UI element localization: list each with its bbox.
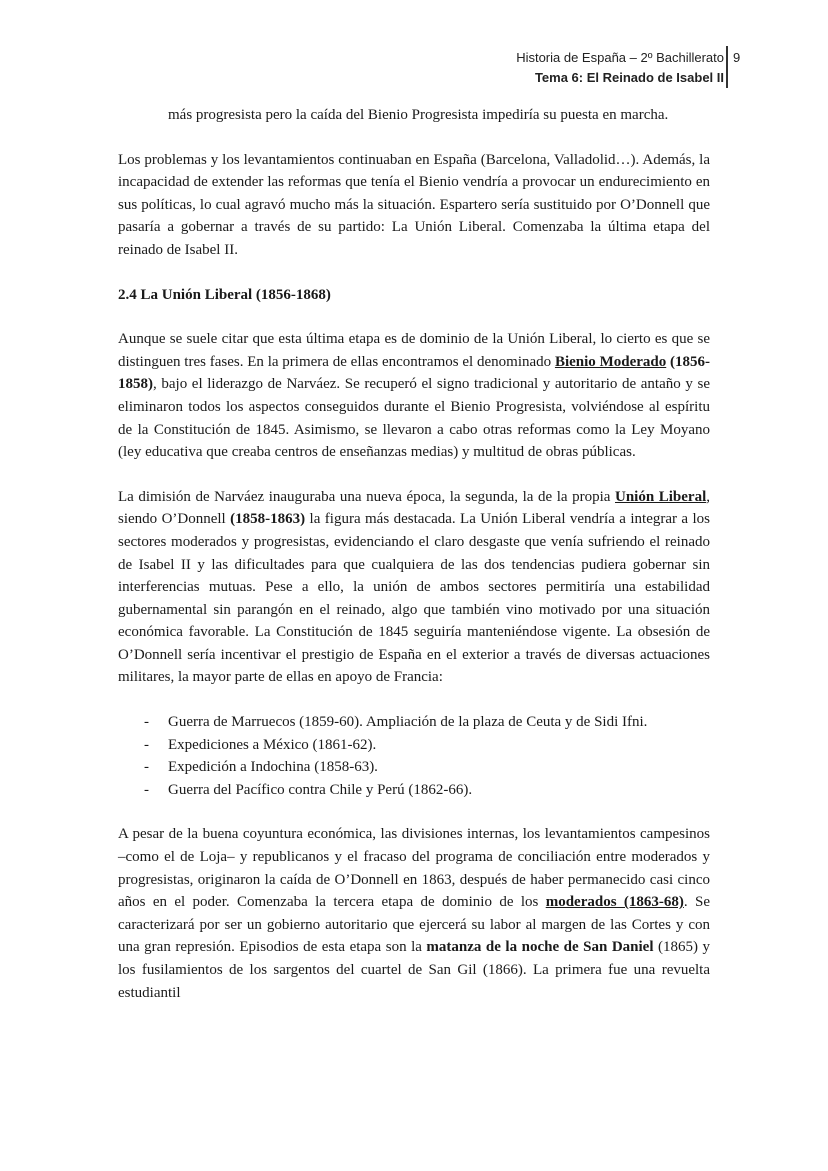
page-body	[118, 104, 710, 1004]
text-run: , siendo O’Donnell	[118, 488, 710, 528]
page-number: 9	[733, 50, 741, 65]
paragraph-moderados	[118, 823, 710, 1004]
text-run: A pesar de la buena coyuntura económica, las divisiones internas, los levantamientos campesinos –como el de Loja– y republicanos y el fracaso del programa de conciliación entre moderados y progresistas, originaron la caída de O’Donnell en 1863, después de haber permanecido casi cinco años en el poder. Comenzaba la tercera etapa de dominio de los	[118, 826, 710, 911]
paragraph-levantamientos: Los problemas y los levantamientos continuaban en España (Barcelona, Valladolid…). Además, la incapacidad de extender las reformas que tenía el Bienio vendría a provocar un endurecimiento en sus políticas, lo cual agravó mucho más la situación. Espartero sería sustituido por O’Donnell que pasaría a gobernar a través de su partido: La Unión Liberal. Comenzaba la última etapa del reinado de Isabel II.	[118, 151, 710, 258]
term-moderados: moderados (1863-68)	[545, 894, 684, 911]
header-subject: Historia de España – 2º Bachillerato	[516, 50, 724, 65]
date-range-bold: (1856-1858)	[118, 353, 711, 393]
text-run: la figura más destacada. La Unión Liberal vendría a integrar a los sectores moderados y progresistas, evidenciando el claro desgaste que venía sufriendo el reinado de Isabel II y las dificultades para que cualquiera de las dos tendencias pudiera gobernar sin interferencias mutuas. Pese a ello, la unión de ambos sectores permitiría una estabilidad gubernamental sin parangón en el reinado, algo que también vino motivado por una situación económica favorable. La Constitución de 1845 seguiría manteniéndose vigente. La obsesión de O’Donnell sería incentivar el prestigio de España en el exterior a través de diversas actuaciones militares, la mayor parte de ellas en apoyo de Francia:	[118, 511, 710, 686]
text-run: . Se caracterizará por ser un gobierno autoritario que ejercerá su labor al margen de las Cortes y con una gran represión. Episodios de esta etapa son la	[118, 894, 711, 956]
running-header	[516, 48, 724, 88]
text-run: La dimisión de Narváez inauguraba una nueva época, la segunda, la de la propia	[118, 488, 615, 505]
term-bienio-moderado: Bienio Moderado	[554, 353, 667, 370]
term-san-daniel: matanza de la noche de San Daniel	[426, 939, 654, 956]
paragraph-union-liberal	[118, 486, 710, 689]
section-heading: 2.4 La Unión Liberal (1856-1868)	[118, 286, 331, 303]
paragraph-bienio-moderado	[118, 328, 710, 464]
text-run: , bajo el liderazgo de Narváez. Se recuperó el signo tradicional y autoritario de antaño y se eliminaron todos los aspectos conseguidos durante el Bienio Progresista, volviéndose al espíritu de la Constitución de 1845. Asimismo, se llevaron a cabo otras reformas como la Ley Moyano (ley educativa que creaba centros de enseñanzas medias) y multitud de obras públicas.	[118, 376, 710, 461]
list-item: - Expedición a Indochina (1858-63).	[118, 756, 710, 779]
continued-paragraph: más progresista pero la caída del Bienio Progresista impediría su puesta en marcha.	[168, 107, 669, 123]
header-topic: Tema 6: El Reinado de Isabel II	[534, 70, 724, 85]
list-item: - Expediciones a México (1861-62).	[118, 734, 710, 757]
list-item: - Guerra del Pacífico contra Chile y Perú (1862-66).	[118, 779, 710, 802]
text-run: Aunque se suele citar que esta última etapa es de dominio de la Unión Liberal, lo cierto es que se distinguen tres fases. En la primera de ellas encontramos el denominado	[118, 331, 710, 370]
text-run: (1865) y los fusilamientos de los sargentos del cuartel de San Gil (1866). La primera fue una revuelta estudiantil	[118, 939, 711, 1001]
date-range-bold: (1858-1863)	[230, 511, 306, 528]
list-item: - Guerra de Marruecos (1859-60). Ampliación de la plaza de Ceuta y de Sidi Ifni.	[118, 711, 710, 734]
header-divider	[726, 46, 728, 88]
military-actions-list	[118, 711, 710, 801]
term-union-liberal: Unión Liberal	[615, 488, 707, 505]
